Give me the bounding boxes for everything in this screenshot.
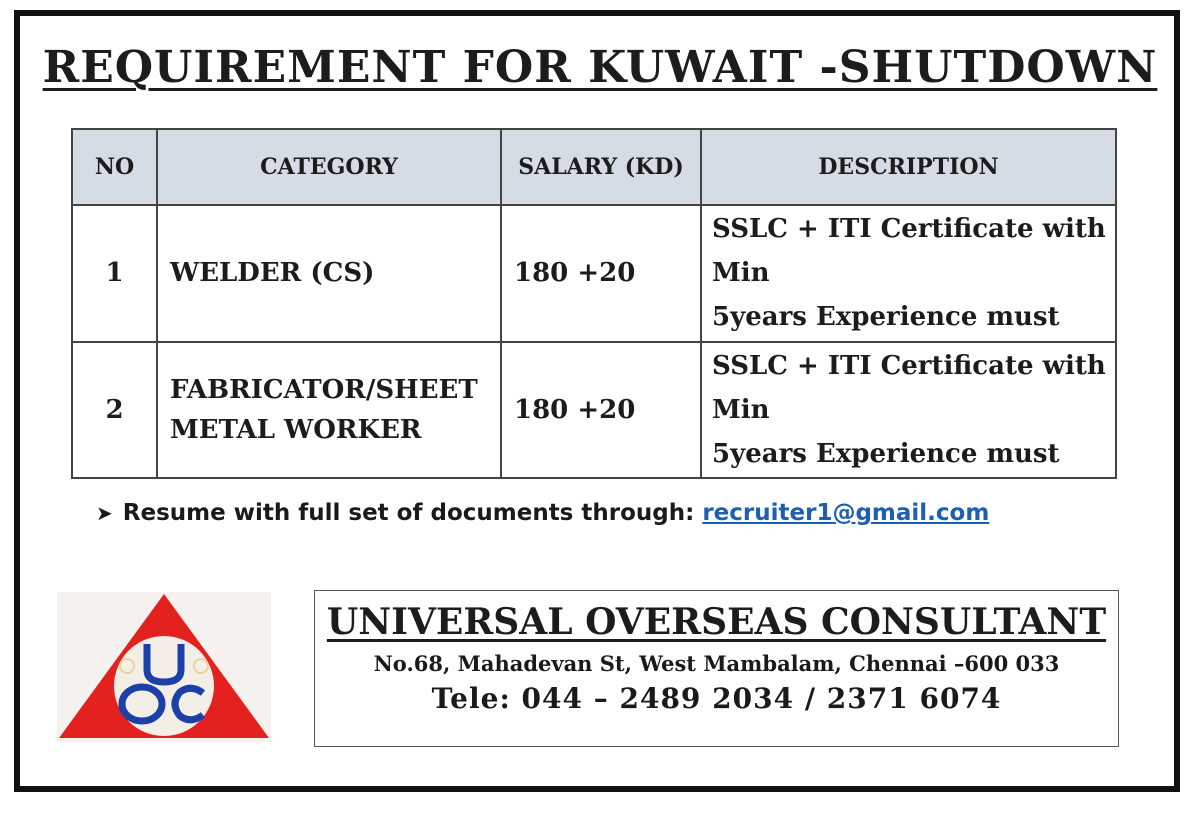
header-no: NO: [72, 129, 157, 205]
category-line: FABRICATOR/SHEET: [170, 374, 478, 405]
cell-salary: 180 +20: [501, 205, 701, 342]
table-row: [72, 342, 1116, 479]
company-box: [314, 590, 1119, 747]
header-category: CATEGORY: [157, 129, 501, 205]
description-line: 5years Experience must: [712, 302, 1060, 333]
resume-text: Resume with full set of documents through:: [122, 500, 695, 526]
uoc-logo-icon: [57, 592, 271, 742]
header-salary: SALARY (KD): [501, 129, 701, 205]
cell-category: [157, 205, 501, 342]
header-description: DESCRIPTION: [701, 129, 1116, 205]
company-address: No.68, Mahadevan St, West Mambalam, Chennai –600 033: [373, 651, 1060, 676]
arrow-bullet-icon: ➤: [96, 501, 113, 525]
page-title-text: REQUIREMENT FOR KUWAIT -SHUTDOWN: [42, 42, 1158, 93]
description-line: SSLC + ITI Certificate with Min: [712, 214, 1106, 289]
category-line: METAL WORKER: [170, 414, 422, 445]
resume-instruction: [96, 500, 989, 526]
cell-no: 1: [72, 205, 157, 342]
description-line: 5years Experience must: [712, 438, 1060, 469]
company-telephone: Tele: 044 – 2489 2034 / 2371 6074: [431, 682, 1002, 715]
page-title: [0, 42, 1200, 93]
cell-no: 2: [72, 342, 157, 479]
email-link[interactable]: recruiter1@gmail.com: [702, 500, 990, 526]
table-row: [72, 205, 1116, 342]
company-name: UNIVERSAL OVERSEAS CONSULTANT: [326, 601, 1107, 643]
cell-description: [701, 342, 1116, 479]
cell-category: [157, 342, 501, 479]
category-text: WELDER (CS): [170, 258, 375, 289]
cell-salary: 180 +20: [501, 342, 701, 479]
description-line: SSLC + ITI Certificate with Min: [712, 350, 1106, 425]
cell-description: [701, 205, 1116, 342]
requirements-table: [71, 128, 1117, 479]
table-header-row: [72, 129, 1116, 205]
